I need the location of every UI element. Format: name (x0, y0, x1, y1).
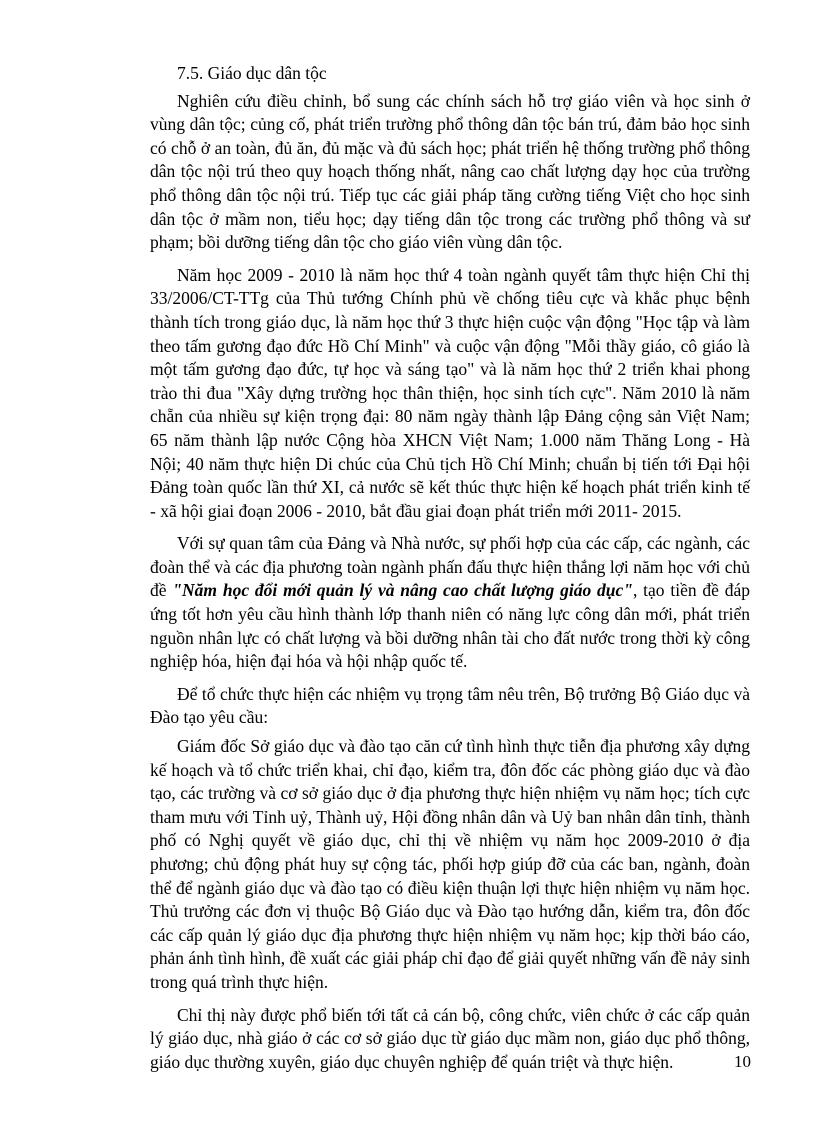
paragraph-department-directors: Giám đốc Sở giáo dục và đào tạo căn cứ tình hình thực tiễn địa phương xây dựng kế hoạch và tổ chức triển khai, chỉ đạo, kiểm tra, đôn đốc các phòng giáo dục và đào tạo, các trường và cơ sở giáo dục ở địa phương thực hiện nhiệm vụ năm học; tích cực tham mưu với Tỉnh uỷ, Thành uỷ, Hội đồng nhân dân và Uỷ ban nhân dân tỉnh, thành phố có Nghị quyết về giáo dục, chỉ thị về nhiệm vụ năm học 2009-2010 ở địa phương; chủ động phát huy sự cộng tác, phối hợp giúp đỡ của các ban, ngành, đoàn thể để ngành giáo dục và đào tạo có điều kiện thuận lợi thực hiện nhiệm vụ năm học. Thủ trưởng các đơn vị thuộc Bộ Giáo dục và Đào tạo hướng dẫn, kiểm tra, đôn đốc các cấp quản lý giáo dục địa phương thực hiện nhiệm vụ năm học; kịp thời báo cáo, phản ánh tình hình, đề xuất các giải pháp chỉ đạo để giải quyết những vấn đề nảy sinh trong quá trình thực hiện. (150, 736, 750, 992)
page-number: 10 (734, 1052, 751, 1071)
theme-outro-text: , tạo tiền đề đáp ứng tốt hơn yêu cầu hình thành lớp thanh niên có năng lực công dân mới, phát triển nguồn nhân lực có chất lượng và bồi dưỡng nhân tài cho đất nước trong thời kỳ công nghiệp hóa, hiện đại hóa và hội nhập quốc tế. (150, 580, 750, 672)
paragraph-ethnic-education: Nghiên cứu điều chỉnh, bổ sung các chính sách hỗ trợ giáo viên và học sinh ở vùng dân tộc; củng cố, phát triển trường phổ thông dân tộc bán trú, đảm bảo học sinh có chỗ ở an toàn, đủ ăn, đủ mặc và đủ sách học; phát triển hệ thống trường phổ thông dân tộc nội trú theo quy hoạch thống nhất, nâng cao chất lượng dạy học của trường phổ thông dân tộc nội trú. Tiếp tục các giải pháp tăng cường tiếng Việt cho học sinh dân tộc ở mầm non, tiểu học; dạy tiếng dân tộc trong các trường phổ thông và sư phạm; bồi dưỡng tiếng dân tộc cho giáo viên vùng dân tộc. (150, 90, 750, 253)
theme-title: "Năm học đổi mới quản lý và nâng cao chất lượng giáo dục" (172, 580, 633, 601)
paragraph-minister-request: Để tổ chức thực hiện các nhiệm vụ trọng tâm nêu trên, Bộ trưởng Bộ Giáo dục và Đào tạo yêu cầu: (150, 683, 750, 728)
page-content (150, 62, 750, 1083)
paragraph-school-year-theme (150, 532, 750, 674)
theme-intro-text: Với sự quan tâm của Đảng và Nhà nước, sự phối hợp của các cấp, các ngành, các đoàn thể và các địa phương toàn ngành phấn đấu thực hiện thắng lợi năm học với chủ đề (150, 533, 750, 601)
section-heading: 7.5. Giáo dục dân tộc (177, 63, 327, 83)
paragraph-dissemination: Chỉ thị này được phổ biến tới tất cả cán bộ, công chức, viên chức ở các cấp quản lý giáo dục, nhà giáo ở các cơ sở giáo dục từ giáo dục mầm non, giáo dục phổ thông, giáo dục thường xuyên, giáo dục chuyên nghiệp để quán triệt và thực hiện. (150, 1004, 750, 1072)
paragraph-school-year-context: Năm học 2009 - 2010 là năm học thứ 4 toàn ngành quyết tâm thực hiện Chỉ thị 33/2006/CT-TTg của Thủ tướng Chính phủ về chống tiêu cực và khắc phục bệnh thành tích trong giáo dục, là năm học thứ 3 thực hiện cuộc vận động "Học tập và làm theo tấm gương đạo đức Hồ Chí Minh" và cuộc vận động "Mỗi thầy giáo, cô giáo là một tấm gương đạo đức, tự học và sáng tạo" và là năm học thứ 2 triển khai phong trào thi đua "Xây dựng trường học thân thiện, học sinh tích cực". Năm 2010 là năm chẵn của nhiều sự kiện trọng đại: 80 năm ngày thành lập Đảng cộng sản Việt Nam; 65 năm thành lập nước Cộng hòa XHCN Việt Nam; 1.000 năm Thăng Long - Hà Nội; 40 năm thực hiện Di chúc của Chủ tịch Hồ Chí Minh; chuẩn bị tiến tới Đại hội Đảng toàn quốc lần thứ XI, cả nước sẽ kết thúc thực hiện kế hoạch phát triển kinh tế - xã hội giai đoạn 2006 - 2010, bắt đầu giai đoạn phát triển mới 2011- 2015. (150, 264, 750, 521)
